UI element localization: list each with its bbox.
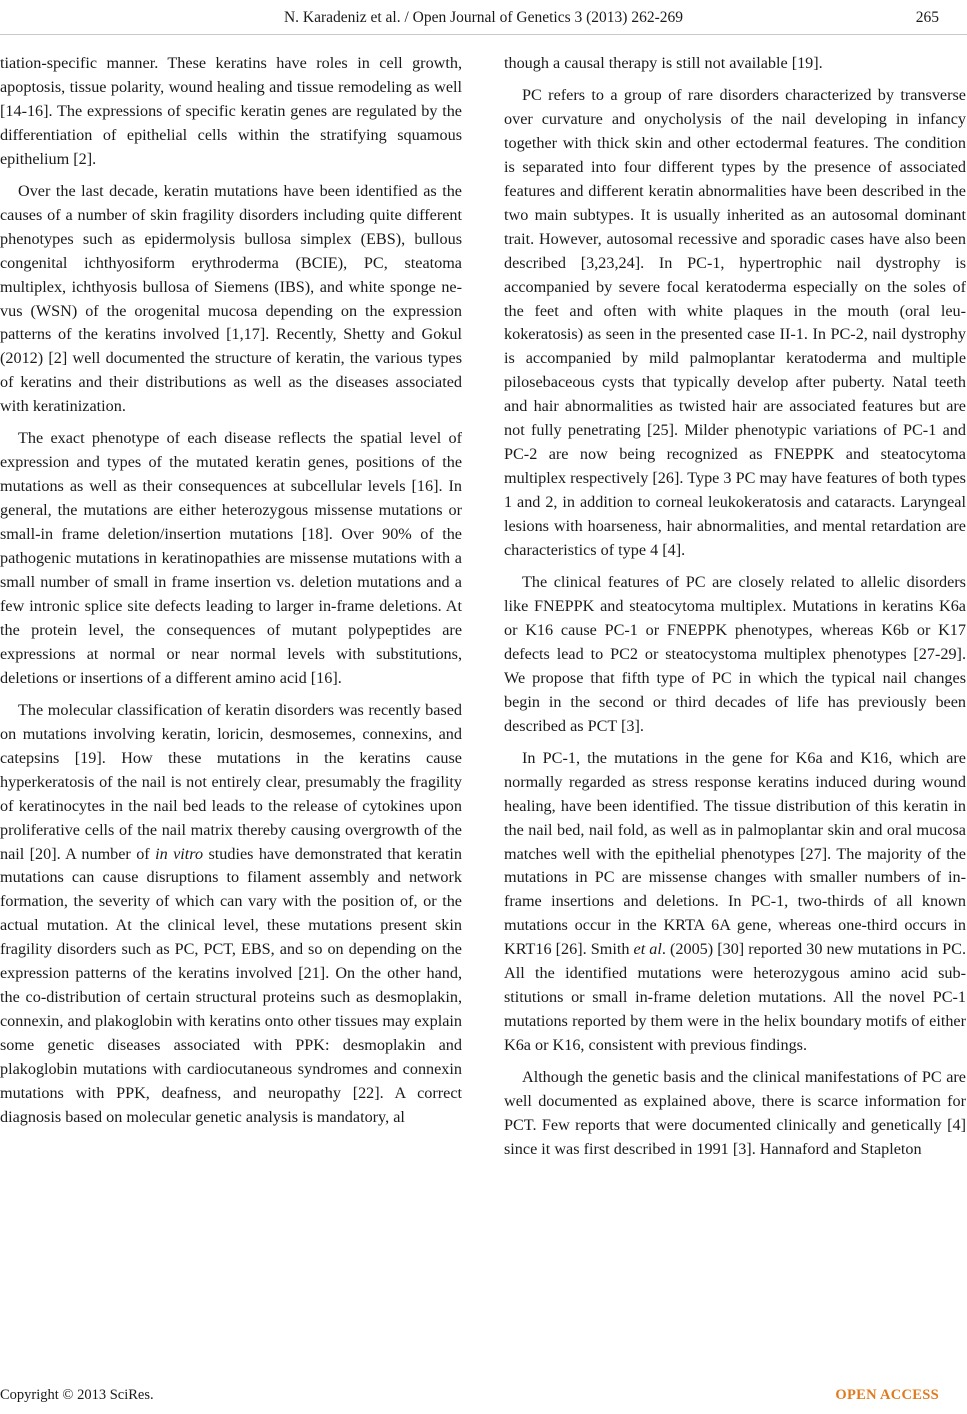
paragraph [504, 747, 966, 1058]
text-run: . (2005) [30] reported 30 new mutations in PC. All the identified mutations were heterozygous amino acid substitutions or small in-frame deletion mutations. All the novel PC-1 mutations reported by them were in the helix boundary motifs of either K6a or K16, consistent with previous findings. [504, 940, 967, 1055]
running-header [0, 6, 967, 30]
text-run: studies have demonstrated that keratin mutations can cause disruptions to filament assembly and network formation, the severity of which can vary with the position of, or the actual mutation. At the clinical level, these mutations present skin fragility disorders such as PC, PCT, EBS, and so on depending on the expression patterns of the keratins involved [21]. On the other hand, the co-distribution of certain structural proteins such as desmoplakin, connexin, and plakoglobin with keratins onto other tissues may explain some genetic diseases associated with PPK: desmoplakin and plakoglobin mutations with cardiocutaneous syndromes and connexin mutations with PPK, deafness, and neuropathy [22]. A correct diagnosis based on molecular genetic analysis is mandatory, al [0, 844, 462, 1126]
header-divider [0, 34, 967, 35]
italic-term: et al [633, 940, 662, 959]
copyright-notice: Copyright © 2013 SciRes. [0, 1387, 154, 1403]
paragraph: though a causal therapy is still not available [19]. [504, 54, 823, 72]
text-run: The molecular classification of keratin disorders was recently based on mutations involving keratin, loricin, desmosemes, connexins, and catepsins [19]. How these mutations in the keratins cause hyperkeratosis of the nail is not entirely clear, presumably the fragility of keratinocytes in the nail bed leads to the release of cytokines upon proliferative cells of the nail matrix thereby causing overgrowth of the nail [20]. A number of [0, 700, 462, 863]
paragraph: The clinical features of PC are closely related to allelic disorders like FNEPPK and steatocytoma multiplex. Mutations in keratins K6a or K16 cause PC-1 or FNEPPK phenotypes, whereas K6b or K17 defects lead to PC2 or steatocystoma multiplex phenotypes [27-29]. We propose that fifth type of PC in which the typical nail changes begin in the second or third decades of life has previously been described as PCT [3]. [504, 573, 966, 735]
paragraph: Over the last decade, keratin mutations have been identified as the causes of a number of skin fragility disorders including quite different phenotypes such as epidermolysis bullosa simplex (EBS), bullous congenital ichthyosiform erythroderma (BCIE), PC, steatoma multiplex, ichthyosis bullosa of Siemens (IBS), and white sponge nevus (WSN) of the orogenital mucosa depending on the expression patterns of the keratins involved [1,17]. Recently, Shetty and Gokul (2012) [2] well documented the structure of keratin, the various types of keratins and their distributions as well as the diseases associated with keratinization. [0, 181, 462, 416]
page-number: 265 [915, 9, 939, 26]
right-column [504, 52, 966, 1170]
page-footer [0, 1384, 967, 1406]
text-run: In PC-1, the mutations in the gene for K6a and K16, which are normally regarded as stress response keratins induced during wound healing, have been identified. The tissue distribution of this keratin in the nail bed, nail fold, as well as in palmoplantar skin and oral mucosa matches well with the epithelial phenotypes [27]. The majority of the mutations in PC are missense changes with smaller numbers of in-frame insertions and deletions. In PC-1, two-thirds of all known mutations occur in the KRTA 6A gene, whereas one-third occurs in KRT16 [26]. Smith [504, 748, 966, 959]
paragraph: PC refers to a group of rare disorders characterized by transverse over curvature and onycholysis of the nail developing in infancy together with thick skin and other ectodermal features. The condition is separated into four different types by the presence of associated features and different keratin abnormalities have been described in the two main subtypes. It is usually inherited as an autosomal dominant trait. However, autosomal recessive and sporadic cases have also been described [3,23,24]. In PC-1, hypertrophic nail dystrophy is accompanied by severe focal keratoderma especially on the soles of the feet and often with white plaques in the mouth (oral leukokeratosis) as seen in the presented case II-1. In PC-2, nail dystrophy is accompanied by mild palmoplantar keratoderma and multiple pilosebaceous cysts that typically develop after puberty. Natal teeth and hair abnormalities as twisted hair are associated features but are not fully penetrating [25]. Milder phenotypic variations of PC-1 and PC-2 are now being recognized as FNEPPK and steatocytoma multiplex respectively [26]. Type 3 PC may have features of both types 1 and 2, in addition to corneal leukokeratosis and cataracts. Laryngeal lesions with hoarseness, hair abnormalities, and mental retardation are characteristics of type 4 [4]. [504, 85, 966, 560]
paragraph [0, 699, 462, 1130]
paragraph: The exact phenotype of each disease reflects the spatial level of expression and types of the mutated keratin genes, positions of the mutations as well as their consequences at subcellular levels [16]. In general, the mutations are either heterozygous missense mutations or small-in frame deletion/insertion mutations [18]. Over 90% of the pathogenic mutations in keratinopathies are missense mutations with a small number of small in frame insertion vs. deletion mutations and a few intronic splice site defects leading to larger in-frame deletions. At the protein level, the consequences of mutant polypeptides are expressions at normal or near normal levels with substitutions, deletions or insertions of a different amino acid [16]. [0, 429, 462, 687]
open-access-label: OPEN ACCESS [835, 1387, 939, 1403]
paragraph: Although the genetic basis and the clinical manifestations of PC are well documented as explained above, there is scarce information for PCT. Few reports that were documented clinically and genetically [4] since it was first described in 1991 [3]. Hannaford and Stapleton [504, 1068, 966, 1158]
journal-citation: N. Karadeniz et al. / Open Journal of Genetics 3 (2013) 262-269 [283, 9, 683, 26]
paragraph: tiation-specific manner. These keratins have roles in cell growth, apoptosis, tissue polarity, wound healing and tissue remodeling as well [14-16]. The expressions of specific keratin genes are regulated by the differentiation of epithelial cells within the stratifying squamous epithelium [2]. [0, 54, 462, 168]
italic-term: in vitro [155, 844, 204, 863]
left-column [0, 52, 462, 1138]
